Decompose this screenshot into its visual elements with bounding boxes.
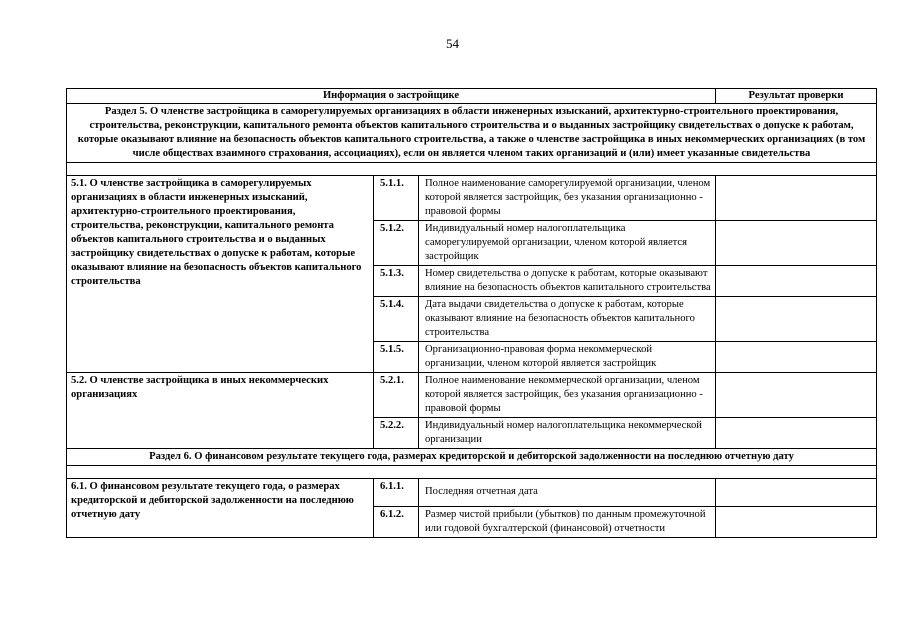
result-cell	[716, 221, 877, 266]
item-number: 5.1.4.	[374, 297, 419, 342]
item-number: 5.1.5.	[374, 342, 419, 373]
page-number: 54	[446, 36, 459, 51]
item-description: Полное наименование саморегулируемой организации, членом которой является застройщик, без указания организационно - правовой формы	[419, 176, 716, 221]
item-description: Размер чистой прибыли (убытков) по данным промежуточной или годовой бухгалтерской (финансовой) отчетности	[419, 507, 716, 538]
item-number: 5.1.3.	[374, 266, 419, 297]
item-description: Номер свидетельства о допуске к работам, которые оказывают влияние на безопасность объектов капитального строительства	[419, 266, 716, 297]
item-number: 5.2.1.	[374, 373, 419, 418]
section-6-row	[67, 449, 877, 466]
result-cell	[716, 479, 877, 507]
result-cell	[716, 176, 877, 221]
section-5-row	[67, 104, 877, 163]
spacer-row	[67, 163, 877, 176]
item-description: Последняя отчетная дата	[419, 479, 716, 507]
item-description: Индивидуальный номер налогоплательщика саморегулируемой организации, членом которой является застройщик	[419, 221, 716, 266]
result-cell	[716, 507, 877, 538]
section-5-title: Раздел 5. О членстве застройщика в саморегулируемых организациях в области инженерных изысканий, архитектурно-строительного проектирования, строительства, реконструкции, капитального ремонта объектов капитального строительства и о выданных застройщику свидетельствах о допуске к работам, которые оказывают влияние на безопасность объектов капитального строительства, а также о членстве застройщика в иных некоммерческих организациях (в том числе обществах взаимного страхования, ассоциациях), если он является членом таких организаций и (или) имеет указанные свидетельства	[67, 104, 877, 163]
item-description: Индивидуальный номер налогоплательщика некоммерческой организации	[419, 418, 716, 449]
item-number: 6.1.1.	[374, 479, 419, 507]
item-number: 5.2.2.	[374, 418, 419, 449]
item-number: 6.1.2.	[374, 507, 419, 538]
result-cell	[716, 418, 877, 449]
item-description: Полное наименование некоммерческой организации, членом которой является застройщик, без указания организационно - правовой формы	[419, 373, 716, 418]
spacer-row	[67, 466, 877, 479]
developer-info-table	[66, 88, 877, 538]
table-header-row	[67, 89, 877, 104]
subsection-5-1-title: 5.1. О членстве застройщика в саморегулируемых организациях в области инженерных изысканий, архитектурно-строительного проектирования, строительства, реконструкции, капитального ремонта объектов капитального строительства и о выданных застройщику свидетельствах о допуске к работам, которые оказывают влияние на безопасность объектов капитального строительства	[67, 176, 374, 373]
item-number: 5.1.2.	[374, 221, 419, 266]
result-cell	[716, 297, 877, 342]
subsection-6-1-title: 6.1. О финансовом результате текущего года, о размерах кредиторской и дебиторской задолженности на последнюю отчетную дату	[67, 479, 374, 538]
table-row	[67, 479, 877, 507]
result-column-header: Результат проверки	[716, 89, 877, 104]
result-cell	[716, 342, 877, 373]
section-6-title: Раздел 6. О финансовом результате текущего года, размерах кредиторской и дебиторской задолженности на последнюю отчетную дату	[67, 449, 877, 466]
item-number: 5.1.1.	[374, 176, 419, 221]
info-column-header: Информация о застройщике	[67, 89, 716, 104]
table-row	[67, 176, 877, 221]
item-description: Дата выдачи свидетельства о допуске к работам, которые оказывают влияние на безопасность объектов капитального строительства	[419, 297, 716, 342]
result-cell	[716, 266, 877, 297]
subsection-5-2-title: 5.2. О членстве застройщика в иных некоммерческих организациях	[67, 373, 374, 449]
item-description: Организационно-правовая форма некоммерческой организации, членом которой является застройщик	[419, 342, 716, 373]
table-row	[67, 373, 877, 418]
result-cell	[716, 373, 877, 418]
